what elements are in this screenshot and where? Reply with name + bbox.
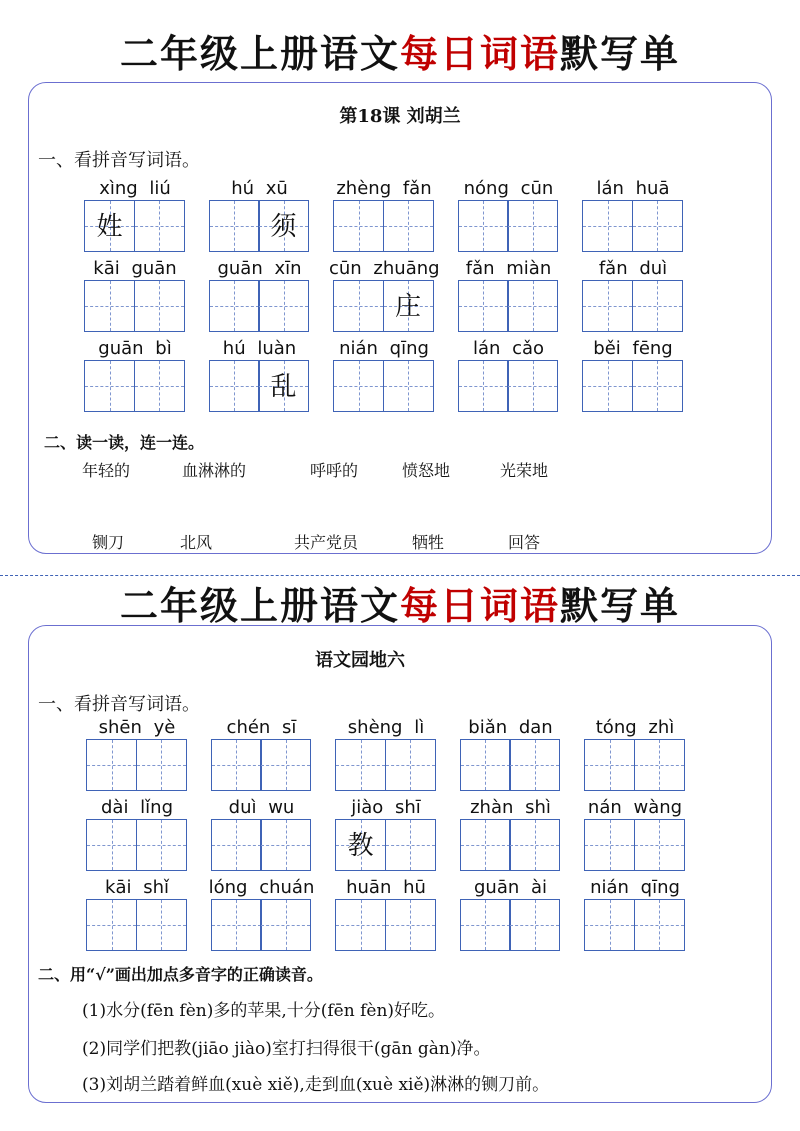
writing-boxes — [86, 819, 188, 871]
pinyin-label: biǎn dan — [468, 717, 553, 738]
pinyin-label: kāi shǐ — [105, 877, 169, 898]
writing-cell[interactable] — [211, 899, 262, 951]
writing-boxes — [584, 739, 686, 791]
sheet2-title — [0, 582, 800, 630]
pinyin-label: lán huā — [596, 178, 670, 199]
question-1: (1)水分(fēn fèn)多的苹果,十分(fēn fèn)好吃。 — [82, 1001, 446, 1021]
pinyin-label: xìng liú — [99, 178, 171, 199]
writing-boxes — [458, 200, 560, 252]
writing-cell[interactable] — [584, 739, 635, 791]
writing-boxes — [582, 280, 684, 332]
pinyin-label: chén sī — [226, 717, 297, 738]
writing-cell[interactable] — [134, 360, 185, 412]
writing-boxes — [335, 819, 437, 871]
writing-cell[interactable] — [383, 280, 434, 332]
writing-cell[interactable] — [258, 200, 309, 252]
sheet1-title — [0, 30, 800, 78]
match-word-top[interactable]: 愤怒地 — [402, 461, 451, 480]
pinyin-label: nián qīng — [339, 338, 429, 359]
writing-boxes — [86, 739, 188, 791]
pinyin-label: nán wàng — [587, 797, 683, 818]
match-word-bottom[interactable]: 共产党员 — [294, 533, 359, 552]
pinyin-label: hú luàn — [222, 338, 297, 359]
writing-boxes — [460, 819, 562, 871]
writing-cell[interactable] — [582, 200, 633, 252]
pinyin-label: nóng cūn — [463, 178, 554, 199]
pinyin-label: lóng chuán — [208, 877, 315, 898]
writing-boxes — [582, 200, 684, 252]
writing-cell[interactable] — [385, 899, 436, 951]
writing-boxes — [211, 819, 313, 871]
writing-boxes — [209, 200, 311, 252]
writing-boxes — [211, 899, 313, 951]
cell-character: 姓 — [96, 212, 123, 242]
writing-cell[interactable] — [634, 739, 685, 791]
writing-cell[interactable] — [458, 280, 509, 332]
title-part-a: 二年级上册语文 — [119, 584, 400, 628]
writing-cell[interactable] — [458, 360, 509, 412]
pinyin-label: fǎn duì — [598, 258, 668, 279]
writing-boxes — [458, 280, 560, 332]
writing-cell[interactable] — [460, 899, 511, 951]
title-part-a: 二年级上册语文 — [119, 32, 400, 76]
pinyin-label: tóng zhì — [595, 717, 675, 738]
writing-cell[interactable] — [383, 360, 434, 412]
writing-cell[interactable] — [584, 819, 635, 871]
writing-cell[interactable] — [86, 899, 137, 951]
sheet1-section1-heading: 一、看拼音写词语。 — [38, 150, 200, 171]
writing-cell[interactable] — [209, 360, 260, 412]
writing-cell[interactable] — [211, 819, 262, 871]
question-3: (3)刘胡兰踏着鲜血(xuè xiě),走到血(xuè xiě)淋淋的铡刀前。 — [82, 1075, 550, 1095]
question-2: (2)同学们把教(jiāo jiào)室打扫得很干(gān gàn)净。 — [82, 1039, 491, 1059]
pinyin-label: kāi guān — [93, 258, 177, 279]
match-word-bottom[interactable]: 铡刀 — [92, 533, 125, 552]
writing-cell[interactable] — [84, 200, 135, 252]
writing-cell[interactable] — [84, 360, 135, 412]
writing-boxes — [582, 360, 684, 412]
match-word-bottom[interactable]: 回答 — [508, 533, 541, 552]
title-part-c: 默写单 — [560, 584, 681, 628]
pinyin-label: fǎn miàn — [465, 258, 552, 279]
writing-cell[interactable] — [632, 200, 683, 252]
match-word-top[interactable]: 光荣地 — [500, 461, 549, 480]
writing-boxes — [86, 899, 188, 951]
writing-cell[interactable] — [507, 200, 558, 252]
writing-boxes — [584, 899, 686, 951]
writing-cell[interactable] — [333, 200, 384, 252]
sheet2-section1-heading: 一、看拼音写词语。 — [38, 694, 200, 715]
writing-boxes — [84, 280, 186, 332]
writing-cell[interactable] — [211, 739, 262, 791]
writing-cell[interactable] — [84, 280, 135, 332]
writing-boxes — [333, 200, 435, 252]
writing-boxes — [84, 200, 186, 252]
writing-cell[interactable] — [260, 899, 311, 951]
pinyin-label: cūn zhuāng — [329, 258, 440, 279]
pinyin-label: jiào shī — [351, 797, 421, 818]
writing-cell[interactable] — [258, 360, 309, 412]
writing-cell[interactable] — [134, 280, 185, 332]
sheet2-lesson-title: 语文园地六 — [315, 650, 405, 671]
pinyin-label: nián qīng — [590, 877, 680, 898]
writing-cell[interactable] — [383, 200, 434, 252]
writing-cell[interactable] — [582, 360, 633, 412]
writing-cell[interactable] — [460, 739, 511, 791]
page-divider — [0, 575, 800, 576]
writing-cell[interactable] — [335, 899, 386, 951]
sheet2-section2-heading: 二、用“√”画出加点多音字的正确读音。 — [38, 965, 323, 984]
sheet1-lesson-title: 第18课 刘胡兰 — [339, 106, 461, 127]
pinyin-label: hú xū — [231, 178, 288, 199]
writing-cell[interactable] — [209, 200, 260, 252]
writing-cell[interactable] — [632, 280, 683, 332]
writing-cell[interactable] — [86, 739, 137, 791]
writing-boxes — [209, 360, 311, 412]
cell-character: 须 — [270, 212, 297, 242]
writing-cell[interactable] — [136, 899, 187, 951]
writing-cell[interactable] — [136, 819, 187, 871]
writing-cell[interactable] — [458, 200, 509, 252]
writing-boxes — [584, 819, 686, 871]
pinyin-label: guān xīn — [217, 258, 302, 279]
pinyin-label: dài lǐng — [100, 797, 173, 818]
cell-character: 庄 — [394, 292, 421, 322]
match-word-top[interactable]: 年轻的 — [82, 461, 131, 480]
match-word-bottom[interactable]: 北风 — [180, 533, 213, 552]
writing-cell[interactable] — [335, 819, 386, 871]
writing-cell[interactable] — [86, 819, 137, 871]
writing-cell[interactable] — [509, 899, 560, 951]
writing-cell[interactable] — [335, 739, 386, 791]
cell-character: 教 — [347, 831, 374, 861]
pinyin-label: shēn yè — [98, 717, 176, 738]
writing-boxes — [211, 739, 313, 791]
sheet1-section2-heading: 二、读一读，连一连。 — [44, 433, 205, 452]
writing-boxes — [335, 899, 437, 951]
writing-cell[interactable] — [509, 819, 560, 871]
writing-cell[interactable] — [385, 739, 436, 791]
writing-cell[interactable] — [134, 200, 185, 252]
pinyin-label: huān hū — [346, 877, 426, 898]
pinyin-label: guān bì — [98, 338, 172, 359]
match-word-top[interactable]: 血淋淋的 — [182, 461, 247, 480]
writing-boxes — [333, 360, 435, 412]
cell-character: 乱 — [270, 372, 297, 402]
match-word-top[interactable]: 呼呼的 — [310, 461, 359, 480]
pinyin-label: shèng lì — [347, 717, 425, 738]
writing-cell[interactable] — [634, 819, 685, 871]
writing-boxes — [458, 360, 560, 412]
writing-cell[interactable] — [584, 899, 635, 951]
writing-boxes — [460, 899, 562, 951]
writing-cell[interactable] — [260, 739, 311, 791]
writing-cell[interactable] — [385, 819, 436, 871]
writing-cell[interactable] — [260, 819, 311, 871]
writing-boxes — [84, 360, 186, 412]
writing-cell[interactable] — [632, 360, 683, 412]
writing-cell[interactable] — [634, 899, 685, 951]
writing-cell[interactable] — [509, 739, 560, 791]
writing-cell[interactable] — [209, 280, 260, 332]
pinyin-label: běi fēng — [593, 338, 673, 359]
writing-boxes — [460, 739, 562, 791]
writing-cell[interactable] — [582, 280, 633, 332]
title-part-b: 每日词语 — [399, 584, 560, 628]
title-part-c: 默写单 — [560, 32, 681, 76]
writing-cell[interactable] — [507, 280, 558, 332]
pinyin-label: duì wu — [228, 797, 295, 818]
writing-boxes — [333, 280, 435, 332]
writing-cell[interactable] — [333, 280, 384, 332]
pinyin-label: zhèng fǎn — [336, 178, 432, 199]
writing-boxes — [209, 280, 311, 332]
writing-boxes — [335, 739, 437, 791]
writing-cell[interactable] — [333, 360, 384, 412]
writing-cell[interactable] — [258, 280, 309, 332]
pinyin-label: lán cǎo — [472, 338, 545, 359]
title-part-b: 每日词语 — [399, 32, 560, 76]
writing-cell[interactable] — [460, 819, 511, 871]
match-word-bottom[interactable]: 牺牲 — [412, 533, 445, 552]
writing-cell[interactable] — [507, 360, 558, 412]
writing-cell[interactable] — [136, 739, 187, 791]
pinyin-label: guān ài — [473, 877, 548, 898]
pinyin-label: zhàn shì — [470, 797, 551, 818]
